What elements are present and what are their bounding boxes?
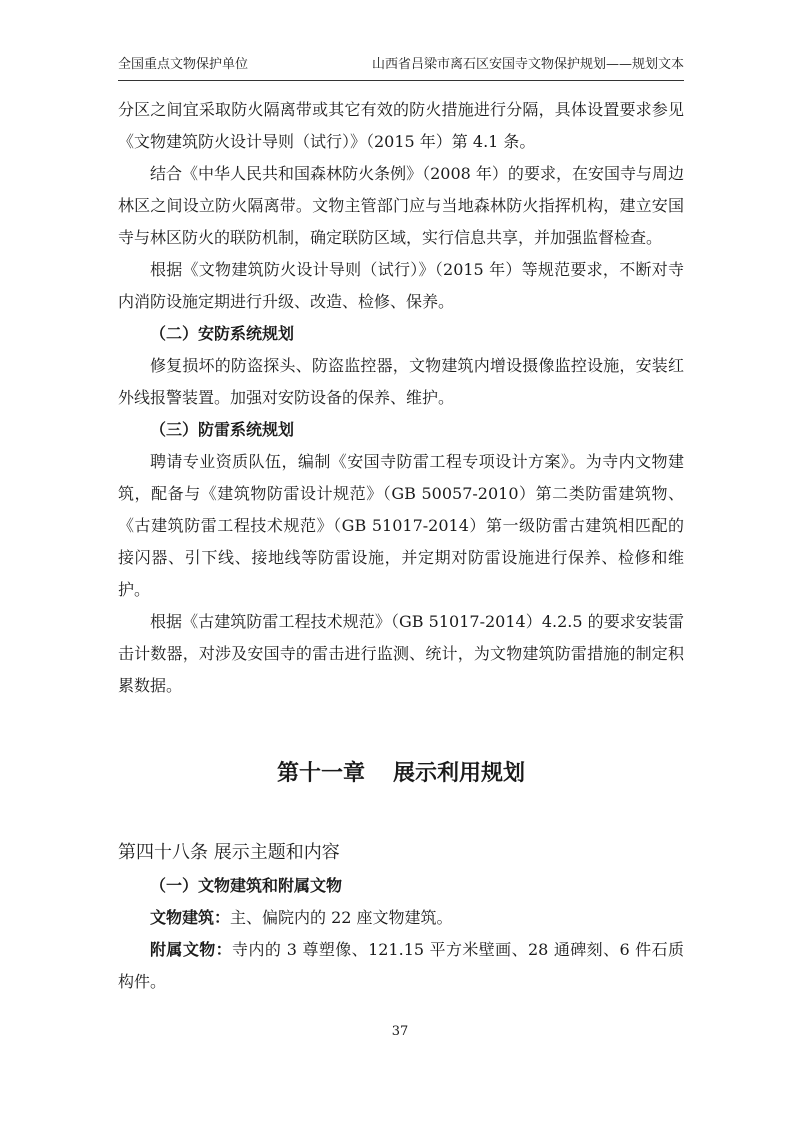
list-item-lead: 文物建筑：	[150, 908, 231, 927]
chapter-title: 展示利用规划	[393, 761, 526, 786]
paragraph-forest-fire: 结合《中华人民共和国森林防火条例》（2008 年）的要求，在安国寺与周边林区之间设立防火隔离带。文物主管部门应与当地森林防火指挥机构，建立安国寺与林区防火的联防机制，确定联防区域，实行信息共享，并加强监督检查。	[118, 164, 684, 247]
list-item-buildings	[118, 902, 684, 934]
paragraph-security: 修复损坏的防盗探头、防盗监控器，文物建筑内增设摄像监控设施，安装红外线报警装置。加强对安防设备的保养、维护。	[118, 356, 684, 407]
chapter-number: 第十一章	[276, 761, 365, 786]
paragraph-fire-maintenance: 根据《文物建筑防火设计导则（试行）》（2015 年）等规范要求，不断对寺内消防设施定期进行升级、改造、检修、保养。	[118, 260, 684, 311]
list-item-lead: 附属文物：	[150, 940, 233, 959]
paragraph-fire-zones: 分区之间宜采取防火隔离带或其它有效的防火措施进行分隔，具体设置要求参见《文物建筑防火设计导则（试行）》（2015 年）第 4.1 条。	[118, 100, 684, 151]
article-subheading: （一）文物建筑和附属文物	[150, 876, 343, 895]
list-item-text: 主、偏院内的 22 座文物建筑。	[230, 908, 453, 927]
section-heading-security: （二）安防系统规划	[150, 324, 295, 343]
paragraph-lightning-design: 聘请专业资质队伍，编制《安国寺防雷工程专项设计方案》。为寺内文物建筑，配备与《建筑物防雷设计规范》（GB 50057-2010）第二类防雷建筑物、《古建筑防雷工程技术规范》（GB 51017-2014）第一级防雷古建筑相匹配的接闪器、引下线、接地线等防雷设施，并定期对防雷设施进行保养、检修和维护。	[118, 452, 684, 599]
section-heading-lightning: （三）防雷系统规划	[150, 420, 295, 439]
header-left-text: 全国重点文物保护单位	[118, 57, 249, 72]
header-divider	[118, 80, 684, 81]
paragraph-lightning-counter: 根据《古建筑防雷工程技术规范》（GB 51017-2014）4.2.5 的要求安装雷击计数器，对涉及安国寺的雷击进行监测、统计，为文物建筑防雷措施的制定积累数据。	[118, 612, 684, 695]
page-body	[118, 94, 684, 998]
header-right-text: 山西省吕梁市离石区安国寺文物保护规划——规划文本	[371, 57, 684, 72]
list-item-relics	[118, 934, 684, 998]
chapter-heading	[118, 758, 684, 790]
list-item-text: 寺内的 3 尊塑像、121.15 平方米壁画、28 通碑刻、6 件石质构件。	[118, 940, 684, 991]
page-number: 37	[391, 1024, 409, 1039]
article-heading: 第四十八条 展示主题和内容	[118, 842, 340, 863]
